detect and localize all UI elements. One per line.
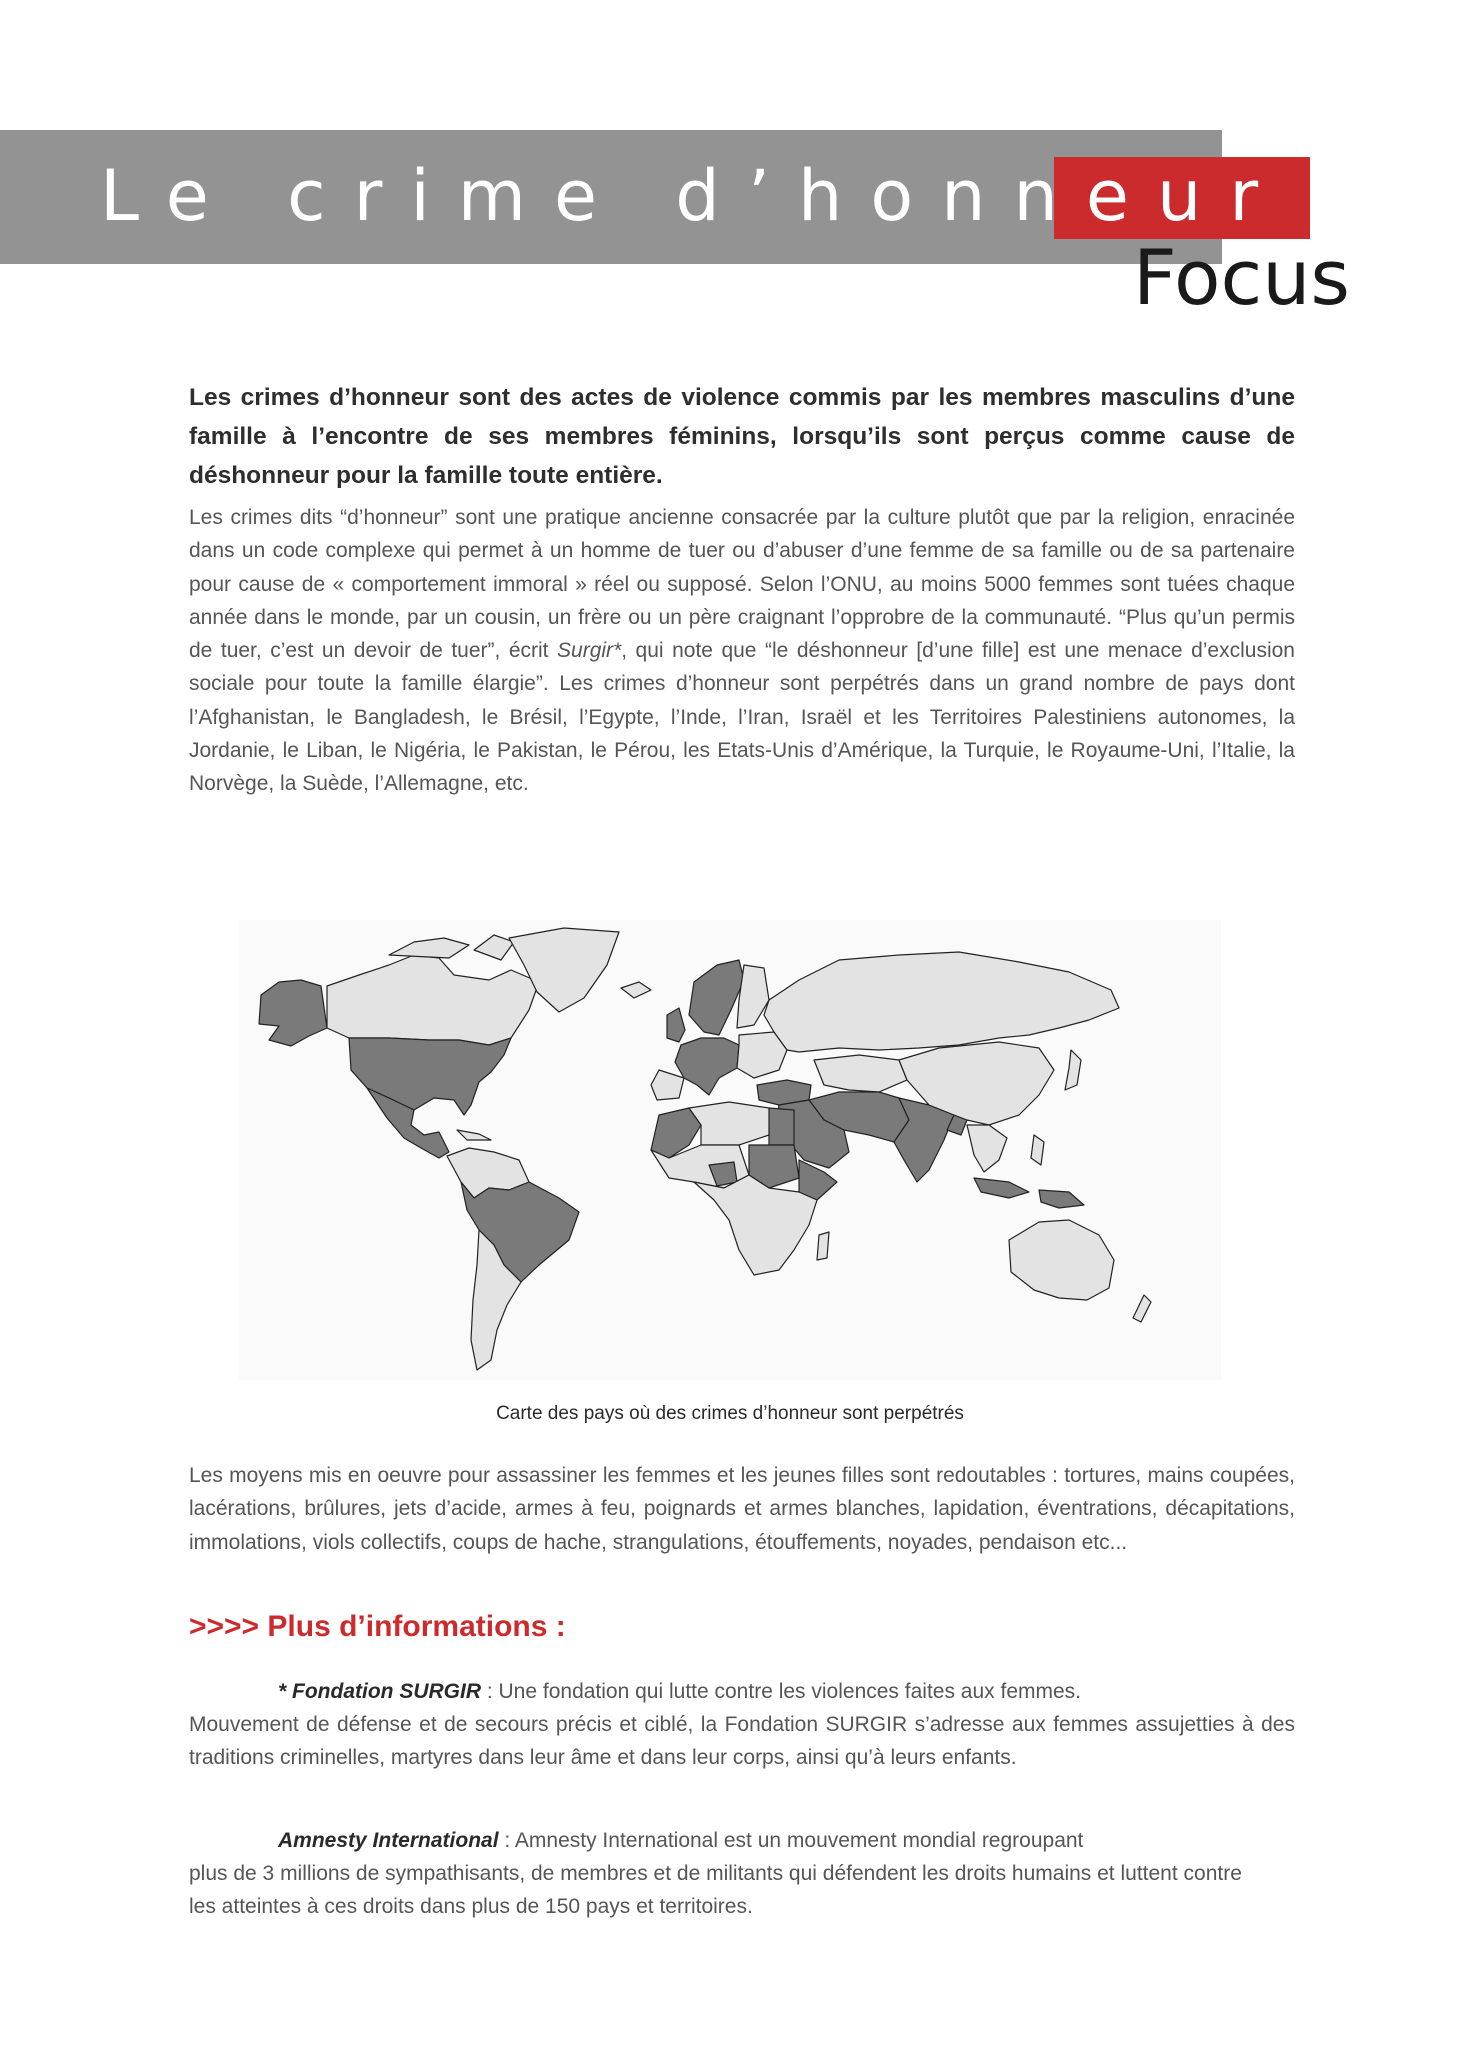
map-region-western-europe — [675, 1038, 739, 1095]
map-region-north-africa — [689, 1102, 777, 1145]
map-region-central-asia — [814, 1055, 907, 1092]
entry-description: Mouvement de défense et de secours précis et ciblé, la Fondation SURGIR s’adresse aux femmes assujetties à des traditions criminelles, martyres dans leur âme et dans leur corps, ainsi qu’à leurs enfants. — [189, 1713, 1295, 1769]
map-region-alaska — [259, 980, 327, 1046]
page-title: Le crime d’honneur — [100, 155, 1287, 237]
world-map — [239, 920, 1221, 1380]
map-region-scandinavia — [689, 960, 744, 1035]
map-region-philippines — [1031, 1135, 1044, 1165]
map-region-usa — [349, 1038, 511, 1115]
intro-text-1: Les crimes dits “d’honneur” sont une pratique ancienne consacrée par la culture plutôt que par la religion, enracinée dans un code complexe qui permet à un homme de tuer ou d’abuser d’une femme de sa famille ou de sa partenaire pour cause de « comportement immoral » réel ou supposé. Selon l’ONU, au moins 5000 femmes sont tuées chaque année dans le monde, par un cousin, un frère ou un père craignant l’opprobre de la communauté. “Plus qu’un permis de tuer, c’est un devoir de tuer”, écrit — [189, 506, 1295, 663]
map-region-new-zealand — [1133, 1295, 1151, 1322]
map-region-caribbean — [457, 1130, 491, 1140]
entry-first-line: Une fondation qui lutte contre les violences faites aux femmes. — [498, 1680, 1081, 1703]
more-info-heading: >>>> Plus d’informations : — [189, 1610, 566, 1643]
map-region-indonesia-east — [1039, 1190, 1084, 1208]
world-map-graphic — [239, 920, 1221, 1380]
entry-name: Amnesty International — [278, 1829, 499, 1852]
entry-separator: : — [498, 1829, 515, 1852]
entry-amnesty — [189, 1824, 1249, 1923]
intro-text-2: , qui note que “le déshonneur [d’une fille] est une menace d’exclusion sociale pour toute la famille élargie”. Les crimes d’honneur sont perpétrés dans un grand nombre de pays dont l’Afghanistan, le Bangladesh, le Brésil, l’Egypte, l’Inde, l’Iran, Israël et les Territoires Palestiniens autonomes, la Jordanie, le Liban, le Nigéria, le Pakistan, le Pérou, les Etats-Unis d’Amérique, la Turquie, le Royaume-Uni, l’Italie, la Norvège, la Suède, l’Allemagne, etc. — [189, 639, 1295, 796]
map-region-madagascar — [817, 1232, 829, 1260]
entry-first-line: Amnesty International est un mouvement mondial regroupant — [514, 1829, 1084, 1852]
map-region-arctic-islands — [389, 938, 469, 958]
entry-separator: : — [481, 1680, 499, 1703]
intro-paragraph — [189, 501, 1295, 801]
entry-name: * Fondation SURGIR — [278, 1680, 481, 1703]
map-region-egypt — [769, 1108, 794, 1145]
map-region-japan — [1065, 1050, 1081, 1090]
section-label: Focus — [1132, 233, 1350, 322]
lead-paragraph: Les crimes d’honneur sont des actes de violence commis par les membres masculins d’une famille à l’encontre de ses membres féminins, lorsqu’ils sont perçus comme cause de déshonneur pour la famille toute entière. — [189, 384, 1295, 489]
entry-surgir — [189, 1675, 1295, 1774]
map-region-arctic-islands-2 — [474, 935, 514, 960]
map-region-australia — [1009, 1220, 1114, 1300]
map-region-southeast-asia — [967, 1125, 1007, 1172]
map-region-iceland — [621, 982, 651, 998]
map-caption: Carte des pays où des crimes d’honneur sont perpétrés — [496, 1403, 964, 1424]
means-paragraph: Les moyens mis en oeuvre pour assassiner les femmes et les jeunes filles sont redoutables : tortures, mains coupées, lacérations, brûlures, jets d’acide, armes à feu, poignards et armes blanches, lapidation, éventrations, décapitations, immolations, viols collectifs, coups de hache, strangulations, étouffements, noyades, pendaison etc... — [189, 1464, 1295, 1554]
surgir-reference: Surgir* — [557, 639, 622, 663]
map-region-iberia — [651, 1070, 684, 1100]
map-region-united-kingdom — [667, 1008, 685, 1042]
map-region-canada — [327, 955, 539, 1045]
entry-description: plus de 3 millions de sympathisants, de membres et de militants qui défendent les droits humains et luttent contre les atteintes à ces droits dans plus de 150 pays et territoires. — [189, 1862, 1242, 1918]
map-region-russia — [764, 952, 1119, 1052]
map-region-indonesia — [974, 1178, 1029, 1198]
